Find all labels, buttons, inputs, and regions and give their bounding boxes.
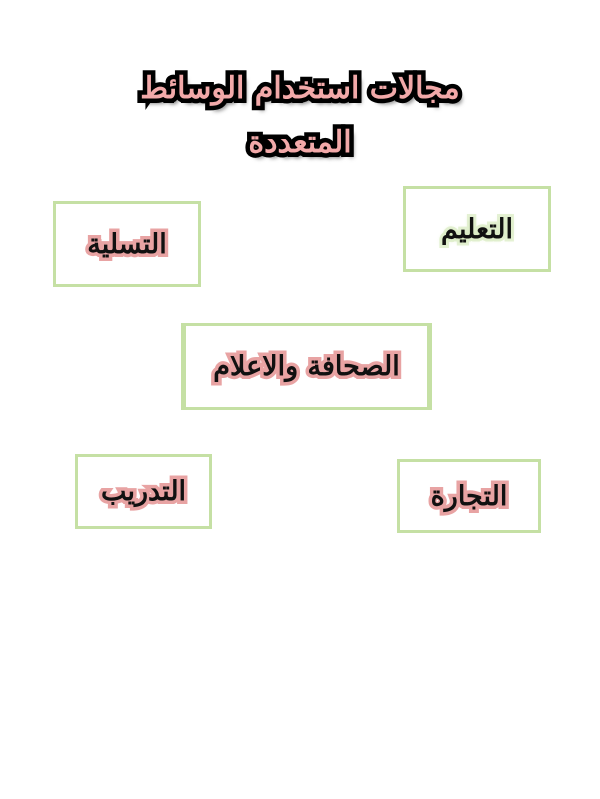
box-entertainment bbox=[53, 201, 201, 287]
box-commerce bbox=[397, 459, 541, 533]
page-title bbox=[130, 62, 470, 170]
label-commerce: التجارة bbox=[430, 480, 508, 512]
label-learning: التعليم bbox=[441, 213, 513, 245]
box-learning bbox=[403, 186, 551, 272]
box-training bbox=[75, 454, 212, 529]
label-entertainment: التسلية bbox=[87, 228, 167, 260]
box-journalism bbox=[181, 323, 432, 410]
title-line-2: المتعددة bbox=[248, 125, 352, 160]
label-journalism: الصحافة والاعلام bbox=[213, 351, 400, 382]
label-training: التدريب bbox=[100, 476, 187, 507]
title-line-1: مجالات استخدام الوسائط bbox=[140, 71, 460, 106]
